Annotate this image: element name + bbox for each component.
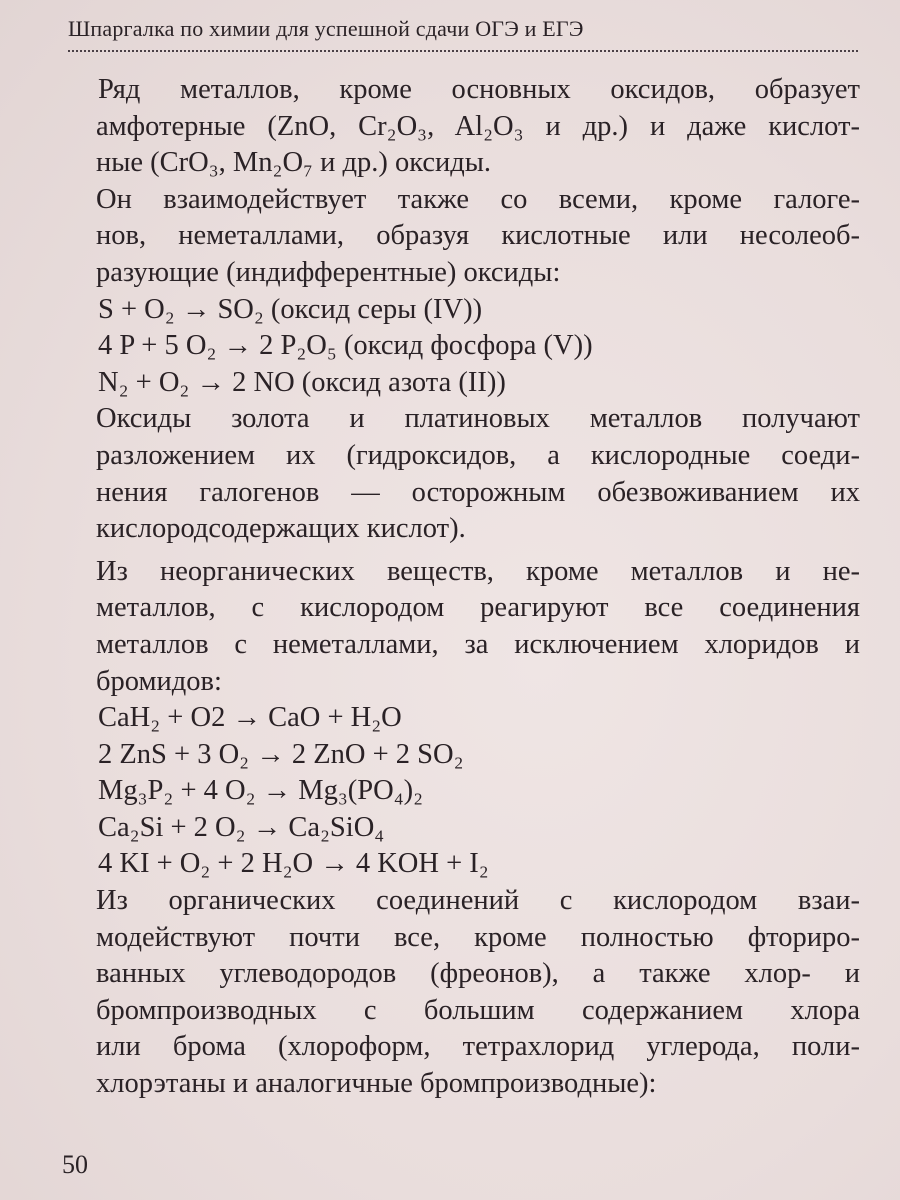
page-body: [98, 72, 860, 1103]
text-line: хлорэтаны и аналогичные бромпроизводные):: [96, 1068, 657, 1100]
text-line: кислородсодержащих кислот).: [96, 513, 466, 545]
text-line: бромпроизводных с большим содержанием хлора: [96, 994, 860, 1026]
page-number: 50: [62, 1150, 88, 1179]
paragraph-amphoteric-oxides: [96, 72, 860, 182]
equation-list-nonmetals: [98, 292, 860, 402]
text-line: бромидов:: [96, 665, 222, 697]
equation-list-compounds: [98, 700, 860, 883]
text-line: амфотерные (ZnO, Cr₂O₃, Al₂O₃ и др.) и даже кислот-: [96, 110, 860, 142]
equation: 4 KI + O₂ + 2 H₂O → 4 KOH + I₂: [98, 848, 489, 880]
text-line: Оксиды золота и платиновых металлов получают: [96, 403, 860, 435]
text-line: или брома (хлороформ, тетрахлорид углерода, поли-: [96, 1031, 860, 1063]
equation: N₂ + O₂ → 2 NO (оксид азота (II)): [98, 366, 506, 398]
equation: 4 P + 5 O₂ → 2 P₂O₅ (оксид фосфора (V)): [98, 330, 593, 362]
equation: Ca₂Si + 2 O₂ → Ca₂SiO₄: [98, 811, 385, 843]
text-line: разложением их (гидроксидов, а кислородные соеди-: [96, 439, 860, 471]
text-line: металлов, с кислородом реагируют все соединения: [96, 592, 860, 624]
text-line: нов, неметаллами, образуя кислотные или несолеоб-: [96, 220, 860, 252]
paragraph-organic-compounds: [96, 883, 860, 1103]
text-line: модействуют почти все, кроме полностью фториро-: [96, 921, 860, 953]
text-line: Ряд металлов, кроме основных оксидов, образует: [98, 74, 860, 105]
text-line: Из органических соединений с кислородом взаи-: [96, 885, 860, 917]
equation: S + O₂ → SO₂ (оксид серы (IV)): [98, 293, 483, 325]
equation: Mg₃P₂ + 4 O₂ → Mg₃(PO₄)₂: [98, 775, 424, 807]
running-header: Шпаргалка по химии для успешной сдачи ОГЭ и ЕГЭ: [68, 16, 858, 52]
equation: 2 ZnS + 3 O₂ → 2 ZnO + 2 SO₂: [98, 738, 464, 770]
paragraph-nonmetal-oxides: [96, 182, 860, 292]
equation: CaH₂ + O2 → CaO + H₂O: [98, 702, 402, 734]
text-line: ные (CrO₃, Mn₂O₇ и др.) оксиды.: [96, 147, 492, 179]
text-line: разующие (индифферентные) оксиды:: [96, 256, 561, 288]
text-line: нения галогенов — осторожным обезвоживанием их: [96, 476, 860, 508]
paragraph-inorganic-substances: [96, 554, 860, 700]
text-line: металлов с неметаллами, за исключением хлоридов и: [96, 628, 860, 660]
text-line: Из неорганических веществ, кроме металлов и не-: [96, 555, 860, 587]
text-line: Он взаимодействует также со всеми, кроме галоге-: [96, 183, 860, 215]
paragraph-gold-platinum-oxides: [96, 401, 860, 547]
text-line: ванных углеводородов (фреонов), а также хлор- и: [96, 958, 860, 990]
